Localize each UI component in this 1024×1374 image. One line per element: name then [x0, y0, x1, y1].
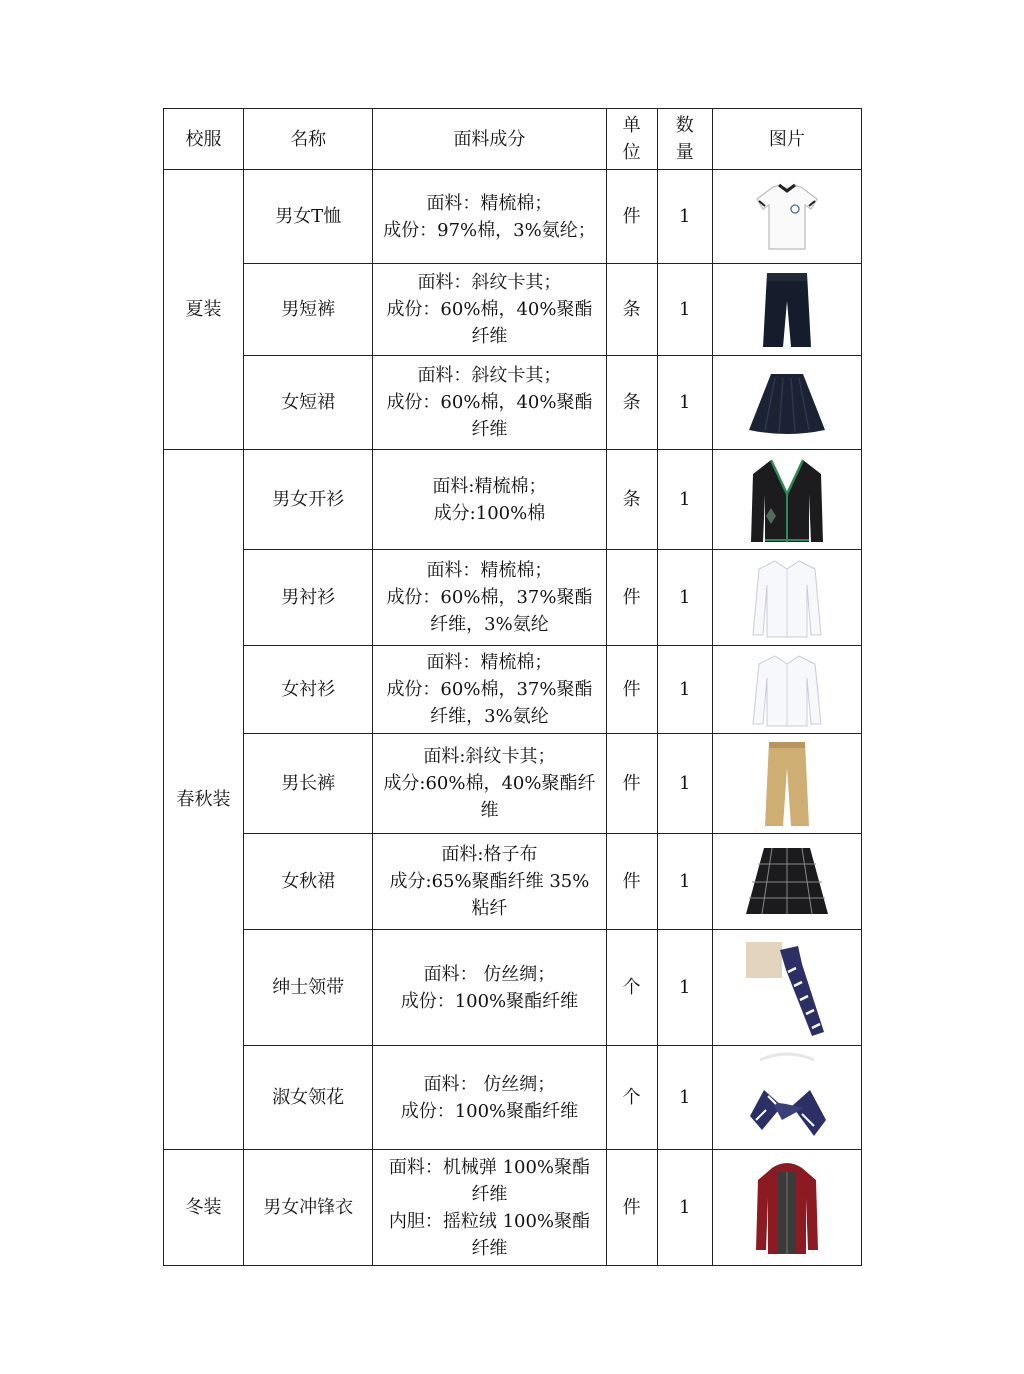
item-qty: 1	[657, 356, 712, 450]
item-picture	[712, 1150, 861, 1266]
item-unit: 个	[606, 1046, 657, 1150]
item-qty: 1	[657, 734, 712, 834]
table-row	[164, 1046, 862, 1150]
header-unit-label: 单位	[622, 115, 641, 163]
item-name: 淑女领花	[244, 1046, 373, 1150]
item-qty: 1	[657, 1046, 712, 1150]
header-qty	[657, 109, 712, 170]
item-material: 面料：机械弹 100%聚酯 纤维 内胆：摇粒绒 100%聚酯 纤维	[373, 1150, 606, 1266]
item-material: 面料：斜纹卡其； 成份：60%棉，40%聚酯 纤维	[373, 264, 606, 356]
item-unit: 件	[606, 550, 657, 646]
item-name: 男女开衫	[244, 450, 373, 550]
item-qty: 1	[657, 264, 712, 356]
item-name: 男女T恤	[244, 170, 373, 264]
item-picture	[712, 550, 861, 646]
item-material: 面料：精梳棉； 成份：60%棉，37%聚酯 纤维，3%氨纶	[373, 646, 606, 734]
table-row	[164, 734, 862, 834]
item-picture	[712, 734, 861, 834]
item-name: 女衬衫	[244, 646, 373, 734]
table-row	[164, 170, 862, 264]
category-cell-spring-autumn: 春秋装	[164, 450, 244, 1150]
header-picture: 图片	[712, 109, 861, 170]
item-qty: 1	[657, 646, 712, 734]
item-material: 面料:斜纹卡其； 成分:60%棉，40%聚酯纤 维	[373, 734, 606, 834]
item-qty: 1	[657, 450, 712, 550]
item-unit: 条	[606, 450, 657, 550]
item-unit: 件	[606, 1150, 657, 1266]
skirt-icon	[745, 368, 829, 438]
shorts-icon	[747, 267, 827, 353]
item-material: 面料：斜纹卡其； 成份：60%棉，40%聚酯 纤维	[373, 356, 606, 450]
windbreaker-jacket-icon	[752, 1158, 822, 1258]
item-name: 女秋裙	[244, 834, 373, 930]
table-row	[164, 646, 862, 734]
item-unit: 个	[606, 930, 657, 1046]
item-unit: 条	[606, 356, 657, 450]
item-qty: 1	[657, 834, 712, 930]
table-row	[164, 834, 862, 930]
item-qty: 1	[657, 1150, 712, 1266]
table-row	[164, 450, 862, 550]
item-qty: 1	[657, 170, 712, 264]
item-material: 面料： 仿丝绸； 成份：100%聚酯纤维	[373, 1046, 606, 1150]
necktie-icon	[742, 936, 832, 1040]
uniform-table	[163, 108, 862, 1266]
item-unit: 条	[606, 264, 657, 356]
item-name: 男短裤	[244, 264, 373, 356]
header-name: 名称	[244, 109, 373, 170]
item-name: 男女冲锋衣	[244, 1150, 373, 1266]
blouse-icon	[747, 650, 827, 730]
item-picture	[712, 170, 861, 264]
item-material: 面料：精梳棉； 成份：60%棉，37%聚酯 纤维，3%氨纶	[373, 550, 606, 646]
item-name: 绅士领带	[244, 930, 373, 1046]
plaid-skirt-icon	[742, 842, 832, 922]
header-material: 面料成分	[373, 109, 606, 170]
table-row	[164, 1150, 862, 1266]
item-picture	[712, 1046, 861, 1150]
table-row	[164, 264, 862, 356]
item-picture	[712, 834, 861, 930]
table-row	[164, 356, 862, 450]
item-material: 面料:精梳棉； 成分:100%棉	[373, 450, 606, 550]
item-picture	[712, 450, 861, 550]
item-qty: 1	[657, 550, 712, 646]
item-unit: 件	[606, 170, 657, 264]
item-unit: 件	[606, 734, 657, 834]
header-qty-label: 数量	[675, 115, 694, 163]
bow-tie-icon	[742, 1050, 832, 1146]
category-cell-summer: 夏装	[164, 170, 244, 450]
item-name: 男长裤	[244, 734, 373, 834]
item-material: 面料:格子布 成分:65%聚酯纤维 35% 粘纤	[373, 834, 606, 930]
item-qty: 1	[657, 930, 712, 1046]
header-row	[164, 109, 862, 170]
header-category: 校服	[164, 109, 244, 170]
category-cell-winter: 冬装	[164, 1150, 244, 1266]
dress-shirt-icon	[747, 555, 827, 641]
item-picture	[712, 646, 861, 734]
item-material: 面料： 仿丝绸； 成份：100%聚酯纤维	[373, 930, 606, 1046]
cardigan-icon	[747, 454, 827, 546]
item-unit: 件	[606, 834, 657, 930]
table-row	[164, 930, 862, 1046]
item-material: 面料：精梳棉； 成份：97%棉，3%氨纶；	[373, 170, 606, 264]
item-unit: 件	[606, 646, 657, 734]
table-row	[164, 550, 862, 646]
item-name: 女短裙	[244, 356, 373, 450]
item-picture	[712, 356, 861, 450]
item-picture	[712, 930, 861, 1046]
polo-shirt-icon	[747, 177, 827, 257]
trousers-icon	[757, 738, 817, 830]
item-name: 男衬衫	[244, 550, 373, 646]
header-unit	[606, 109, 657, 170]
item-picture	[712, 264, 861, 356]
